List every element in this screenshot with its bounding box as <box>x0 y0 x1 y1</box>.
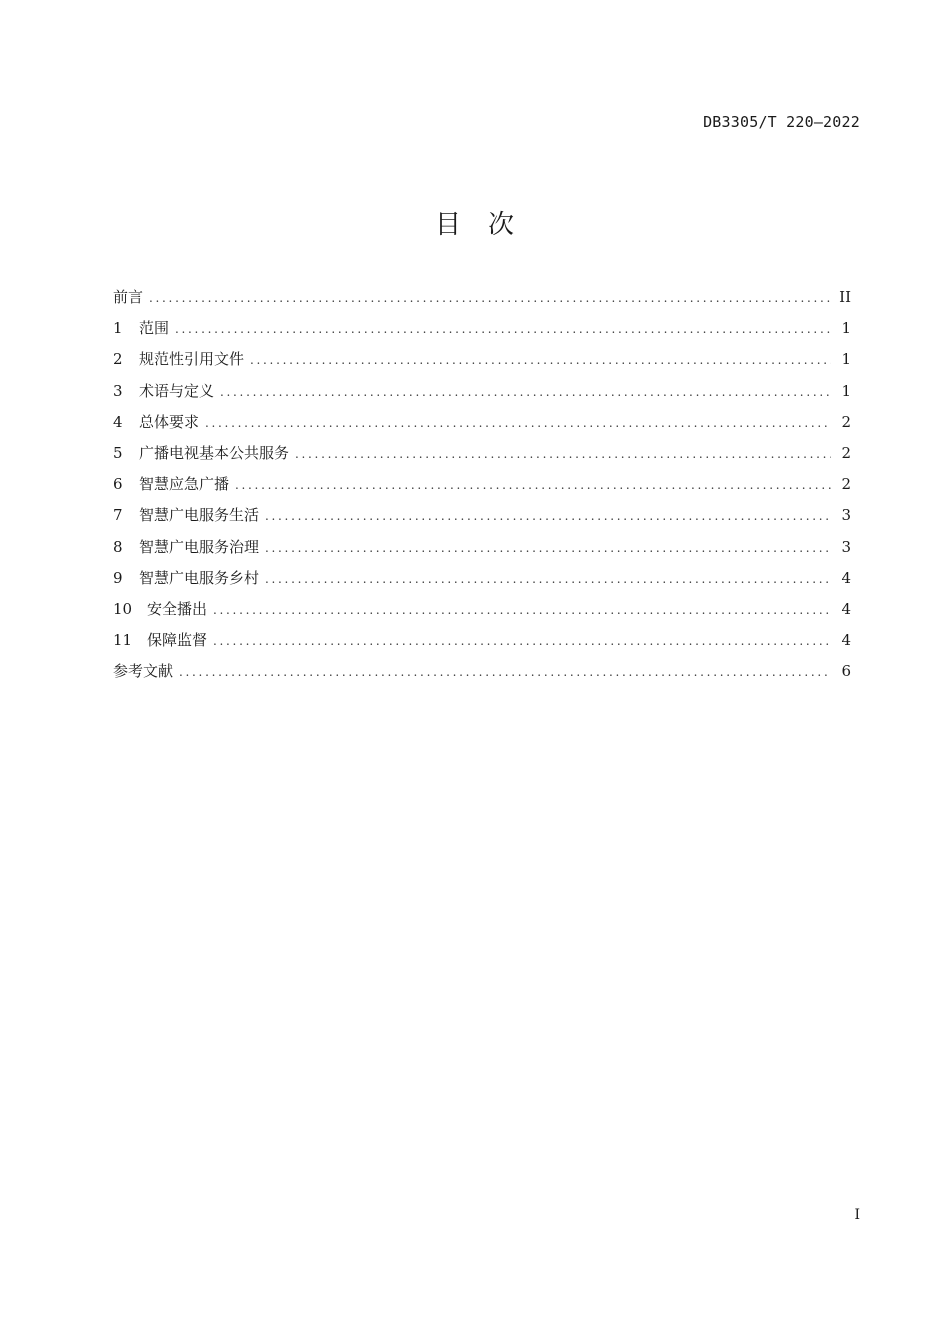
toc-entry-11[interactable] <box>113 625 851 656</box>
toc-entry-label: 智慧应急广播 <box>139 475 230 494</box>
toc-entry-label: 智慧广电服务乡村 <box>139 568 260 587</box>
toc-leader-dots <box>265 533 831 564</box>
toc-entry-page: 2 <box>841 475 851 494</box>
toc-leader-dots <box>213 595 831 626</box>
toc-leader-dots <box>265 564 831 595</box>
toc-leader-dots <box>295 439 831 470</box>
toc-entry-label: 总体要求 <box>139 412 200 431</box>
toc-entry-label: 前言 <box>113 288 144 306</box>
document-code: DB3305/T 220—2022 <box>703 113 860 131</box>
toc-entry-label: 智慧广电服务生活 <box>139 506 260 525</box>
toc-leader-dots <box>205 408 831 439</box>
toc-entry-number: 1 <box>113 319 123 338</box>
toc-entry-page: 4 <box>841 568 851 587</box>
toc-leader-dots <box>235 470 831 501</box>
toc-entry-number: 8 <box>113 537 123 556</box>
page-number: I <box>854 1207 860 1223</box>
toc-entry-page: 1 <box>841 319 851 338</box>
toc-entry-number: 9 <box>113 568 123 587</box>
toc-entry-foreword[interactable] <box>113 282 851 313</box>
toc-leader-dots <box>179 657 831 688</box>
toc-entry-number: 10 <box>113 599 133 618</box>
toc-entry-page: 4 <box>841 599 851 618</box>
toc-entry-label: 安全播出 <box>147 599 208 618</box>
toc-entry-references[interactable] <box>113 656 851 687</box>
toc-entry-label: 范围 <box>139 319 170 338</box>
toc-entry-label: 规范性引用文件 <box>139 350 245 369</box>
toc-entry-page: 3 <box>841 506 851 525</box>
toc-entry-5[interactable] <box>113 438 851 469</box>
toc-entry-number: 7 <box>113 506 123 525</box>
table-of-contents <box>113 282 851 687</box>
title-char-2: 次 <box>488 210 516 240</box>
toc-entry-number: 3 <box>113 381 123 400</box>
toc-leader-dots <box>175 314 831 345</box>
toc-entry-8[interactable] <box>113 532 851 563</box>
toc-entry-page: 1 <box>841 381 851 400</box>
toc-entry-page: 2 <box>841 443 851 462</box>
toc-leader-dots <box>213 626 831 657</box>
toc-entry-9[interactable] <box>113 563 851 594</box>
toc-entry-1[interactable] <box>113 313 851 344</box>
toc-entry-number: 6 <box>113 475 123 494</box>
page-title <box>0 204 950 241</box>
toc-entry-number: 5 <box>113 443 123 462</box>
toc-entry-label: 术语与定义 <box>139 381 215 400</box>
toc-entry-4[interactable] <box>113 407 851 438</box>
toc-leader-dots <box>149 283 831 314</box>
toc-entry-page: 6 <box>841 662 851 681</box>
toc-entry-2[interactable] <box>113 344 851 375</box>
toc-entry-label: 智慧广电服务治理 <box>139 537 260 556</box>
toc-leader-dots <box>250 345 831 376</box>
toc-entry-number: 4 <box>113 412 123 431</box>
toc-entry-3[interactable] <box>113 376 851 407</box>
toc-entry-label: 参考文献 <box>113 662 174 681</box>
toc-entry-label: 保障监督 <box>147 631 208 650</box>
toc-entry-10[interactable] <box>113 594 851 625</box>
toc-entry-page: II <box>839 288 851 306</box>
toc-entry-label: 广播电视基本公共服务 <box>139 443 290 462</box>
toc-entry-page: 4 <box>841 631 851 650</box>
title-char-1: 目 <box>434 210 462 240</box>
toc-entry-number: 2 <box>113 350 123 369</box>
toc-entry-page: 1 <box>841 350 851 369</box>
toc-entry-number: 11 <box>113 631 133 650</box>
toc-leader-dots <box>265 501 831 532</box>
toc-entry-page: 3 <box>841 537 851 556</box>
toc-entry-7[interactable] <box>113 500 851 531</box>
toc-entry-6[interactable] <box>113 469 851 500</box>
toc-entry-page: 2 <box>841 412 851 431</box>
toc-leader-dots <box>220 377 831 408</box>
